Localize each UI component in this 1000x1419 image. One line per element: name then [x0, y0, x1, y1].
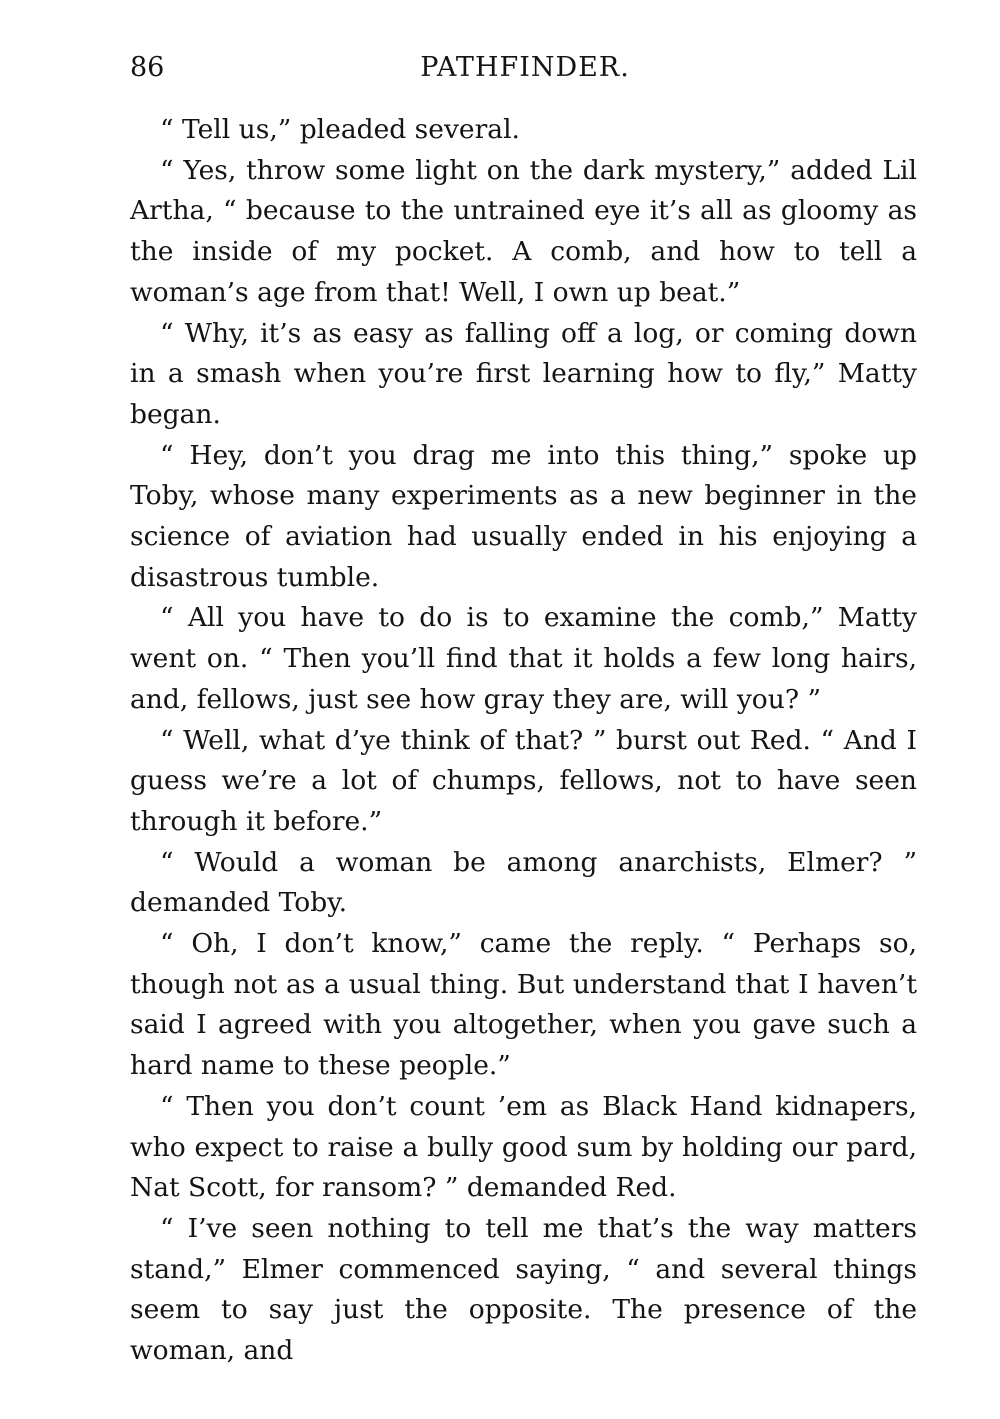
paragraph: “ Would a woman be among anarchists, Elmer? ” demanded Toby.: [130, 846, 917, 919]
paragraph: “ Tell us,” pleaded several.: [160, 114, 520, 145]
running-title: PATHFINDER.: [420, 52, 630, 83]
paragraph: “ Hey, don’t you drag me into this thing,” spoke up Toby, whose many experiments as a new beginner in the science of aviation had usually ended in his enjoying a disastrous tumble.: [130, 439, 917, 593]
paragraph: “ I’ve seen nothing to tell me that’s the way matters stand,” Elmer commenced saying, “ and several things seem to say just the opposite. The presence of the woman, and: [130, 1212, 917, 1367]
paragraph: “ Oh, I don’t know,” came the reply. “ Perhaps so, though not as a usual thing. But understand that I haven’t said I agreed with you altogether, when you gave such a hard name to these people.”: [130, 928, 917, 1082]
body-text: [130, 110, 917, 1372]
page-number: 86: [130, 52, 165, 83]
paragraph: “ Yes, throw some light on the dark mystery,” added Lil Artha, “ because to the untrained eye it’s all as gloomy as the inside of my pocket. A comb, and how to tell a woman’s age from that! Well, I own up beat.”: [130, 154, 917, 308]
paragraph: “ Why, it’s as easy as falling off a log, or coming down in a smash when you’re first learning how to fly,” Matty began.: [130, 317, 917, 430]
paragraph: “ All you have to do is to examine the comb,” Matty went on. “ Then you’ll find that it holds a few long hairs, and, fellows, just see how gray they are, will you? ”: [130, 602, 917, 715]
page-header: [130, 52, 920, 92]
paragraph: “ Well, what d’ye think of that? ” burst out Red. “ And I guess we’re a lot of chumps, fellows, not to have seen through it before.”: [130, 724, 917, 837]
paragraph: “ Then you don’t count ’em as Black Hand kidnapers, who expect to raise a bully good sum by holding our pard, Nat Scott, for ransom? ” demanded Red.: [130, 1090, 917, 1204]
